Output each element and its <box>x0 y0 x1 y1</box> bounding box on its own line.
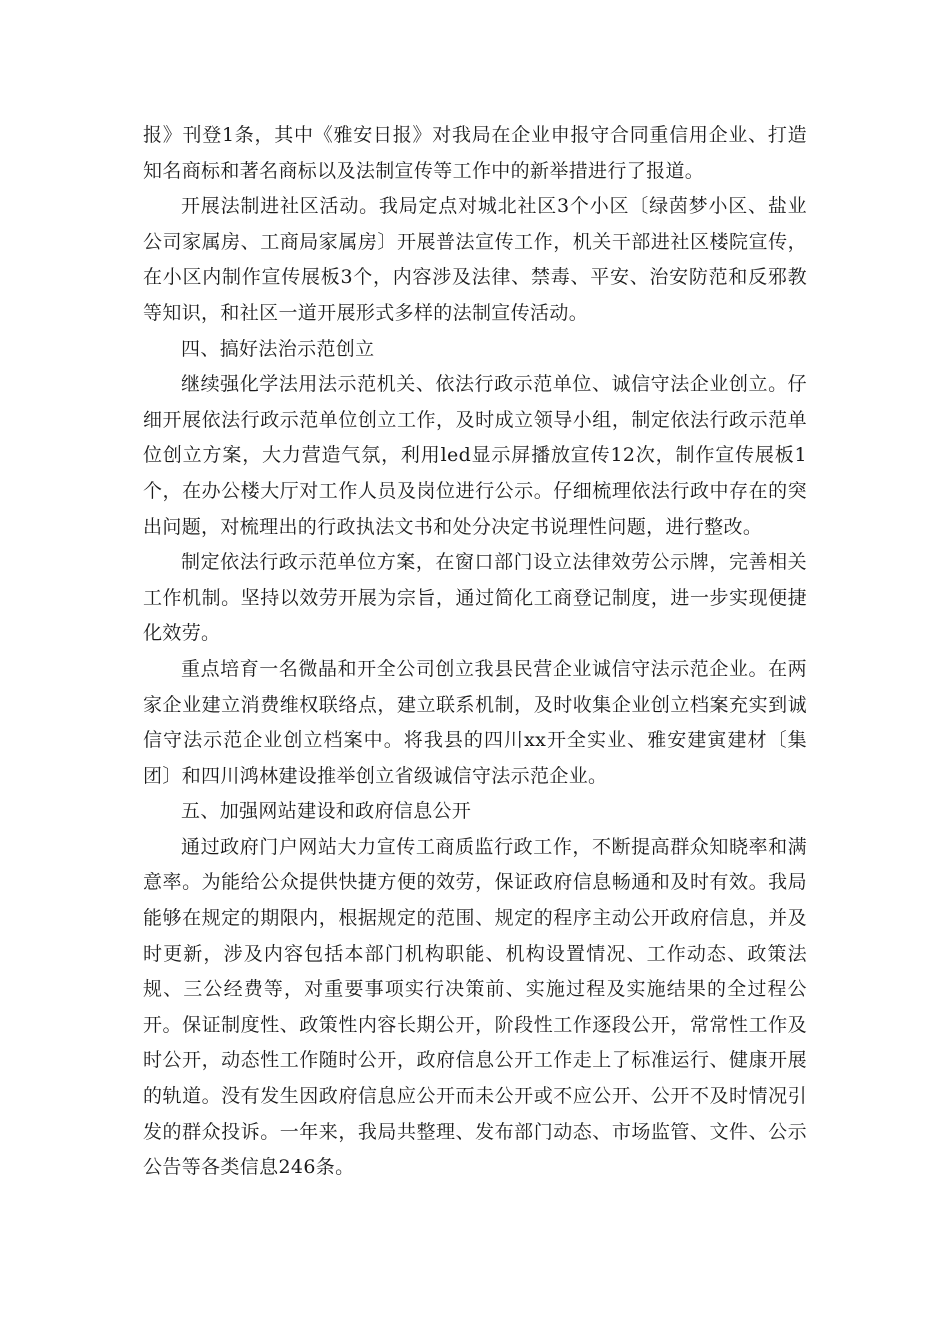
paragraph-information-disclosure: 通过政府门户网站大力宣传工商质监行政工作，不断提高群众知晓率和满意率。为能给公众提供快捷方便的效劳，保证政府信息畅通和及时有效。我局能够在规定的期限内，根据规定的范围、规定的程序主动公开政府信息，并及时更新，涉及内容包括本部门机构职能、机构设置情况、工作动态、政策法规、三公经费等，对重要事项实行决策前、实施过程及实施结果的全过程公开。保证制度性、政策性内容长期公开，阶段性工作逐段公开，常常性工作及时公开，动态性工作随时公开，政府信息公开工作走上了标准运行、健康开展的轨道。没有发生因政府信息应公开而未公开或不应公开、公开不及时情况引发的群众投诉。一年来，我局共整理、发布部门动态、市场监管、文件、公示公告等各类信息246条。 <box>143 835 807 1179</box>
document-body <box>143 118 807 1186</box>
section-heading-4: 四、搞好法治示范创立 <box>181 337 375 360</box>
paragraph-continued-report: 报》刊登1条，其中《雅安日报》对我局在企业申报守合同重信用企业、打造知名商标和著名商标以及法制宣传等工作中的新举措进行了报道。 <box>143 124 807 182</box>
section-heading-5: 五、加强网站建设和政府信息公开 <box>181 800 472 823</box>
paragraph-demonstration-plan: 制定依法行政示范单位方案，在窗口部门设立法律效劳公示牌，完善相关工作机制。坚持以效劳开展为宗旨，通过简化工商登记制度，进一步实现便捷化效劳。 <box>143 551 807 645</box>
paragraph-community-legal-activity: 开展法制进社区活动。我局定点对城北社区3个小区〔绿茵梦小区、盐业公司家属房、工商局家属房〕开展普法宣传工作，机关干部进社区楼院宣传，在小区内制作宣传展板3个，内容涉及法律、禁毒、平安、治安防范和反邪教等知识，和社区一道开展形式多样的法制宣传活动。 <box>143 195 807 324</box>
paragraph-enterprise-cultivation: 重点培育一名微晶和开全公司创立我县民营企业诚信守法示范企业。在两家企业建立消费维权联络点，建立联系机制，及时收集企业创立档案充实到诚信守法示范企业创立档案中。将我县的四川xx开全实业、雅安建寅建材〔集团〕和四川鸿林建设推举创立省级诚信守法示范企业。 <box>143 657 807 787</box>
paragraph-demonstration-creation: 继续强化学法用法示范机关、依法行政示范单位、诚信守法企业创立。仔细开展依法行政示范单位创立工作，及时成立领导小组，制定依法行政示范单位创立方案，大力营造气氛，利用led显示屏播放宣传12次，制作宣传展板1个，在办公楼大厅对工作人员及岗位进行公示。仔细梳理依法行政中存在的突出问题，对梳理出的行政执法文书和处分决定书说理性问题，进行整改。 <box>143 373 807 538</box>
